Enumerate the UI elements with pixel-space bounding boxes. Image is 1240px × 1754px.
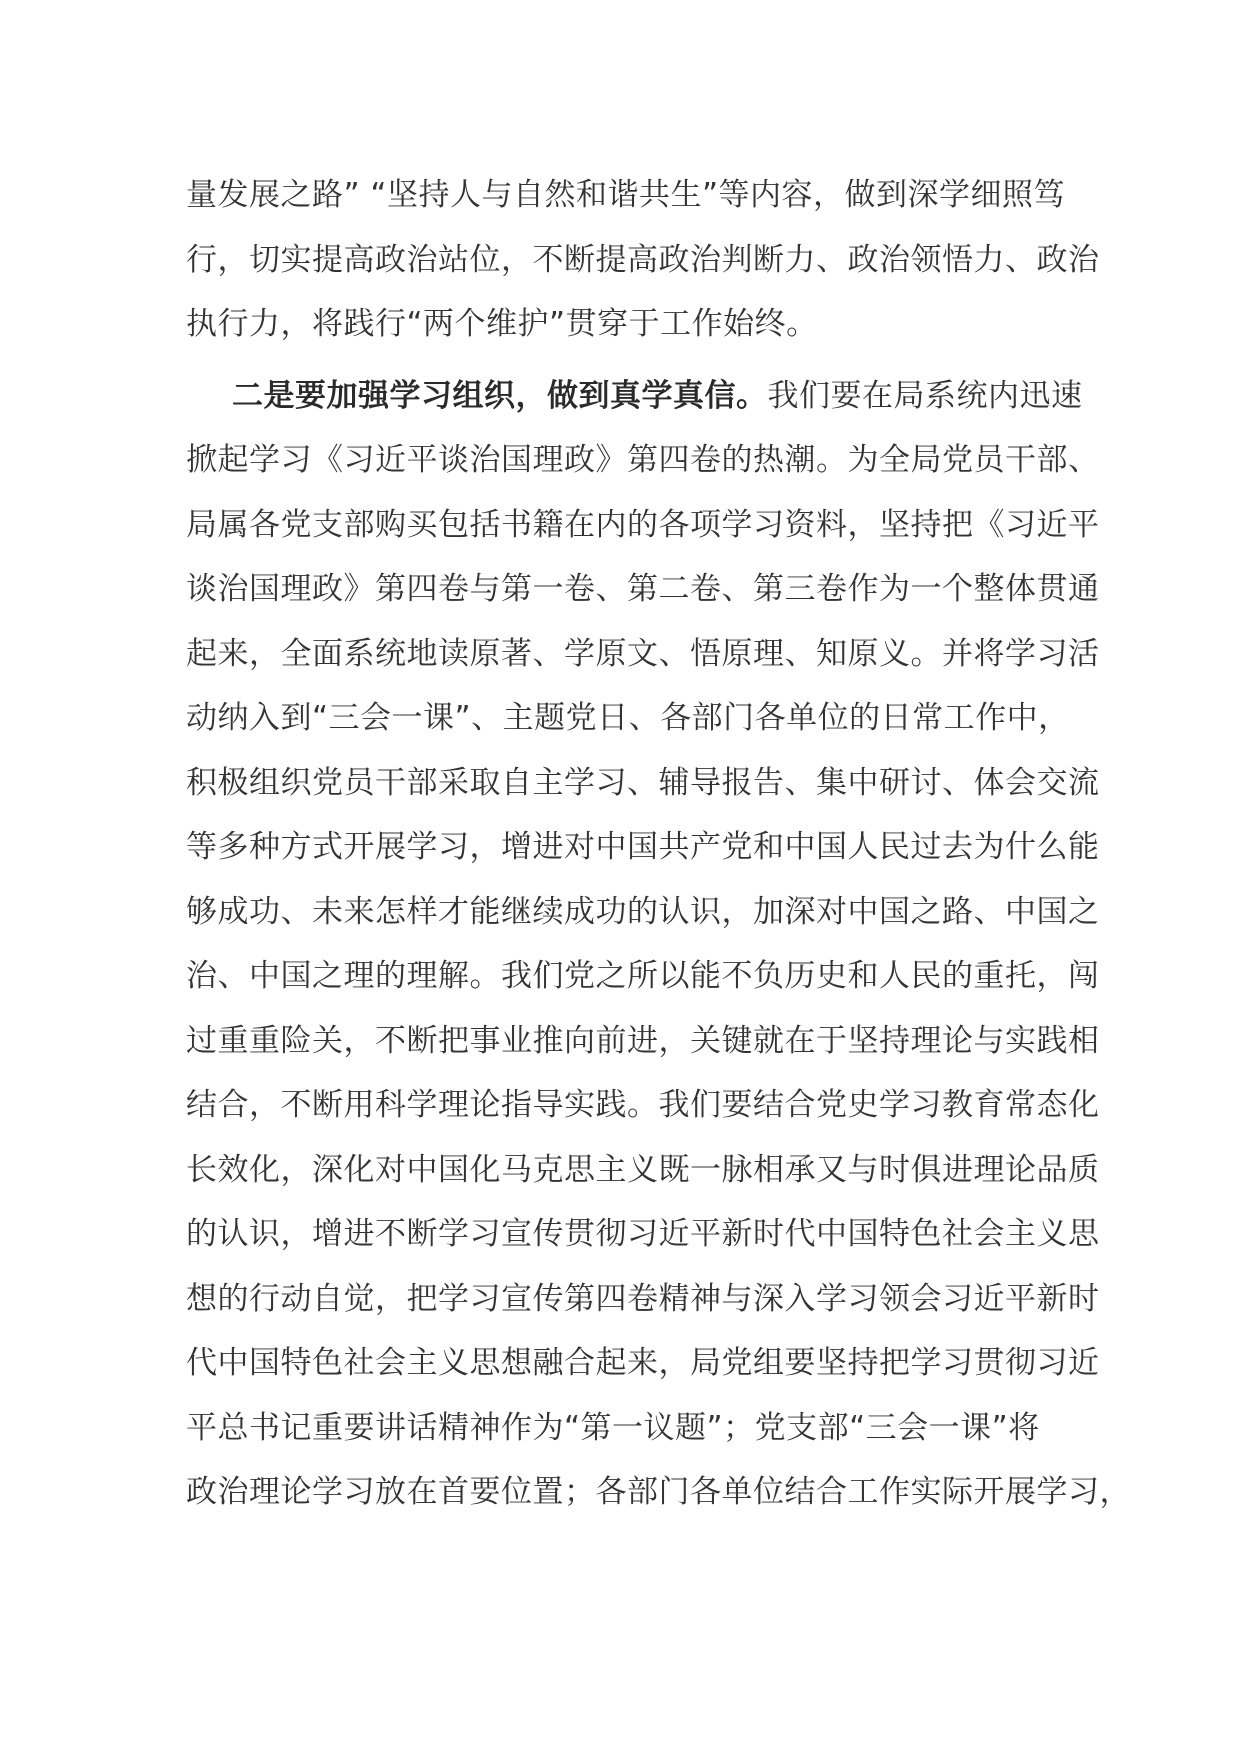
text-line: 平总书记重要讲话精神作为“第一议题”；党支部“三会一课”将 [186, 1409, 1040, 1446]
document-body [186, 163, 1131, 1525]
paragraph-lead-heading: 二是要加强学习组织，做到真学真信。 [232, 377, 768, 414]
text-line: 政治理论学习放在首要位置；各部门各单位结合工作实际开展学习， [186, 1474, 1131, 1510]
text-line: 行，切实提高政治站位，不断提高政治判断力、政治领悟力、政治 [186, 241, 1100, 278]
text-line: 代中国特色社会主义思想融合起来，局党组要坚持把学习贯彻习近 [186, 1345, 1100, 1381]
text-line: 治、中国之理的理解。我们党之所以能不负历史和人民的重托，闯 [186, 958, 1100, 994]
text-line [186, 364, 1086, 429]
text-line: 量发展之路” “坚持人与自然和谐共生”等内容，做到深学细照笃 [186, 177, 1066, 213]
text-line: 局属各党支部购买包括书籍在内的各项学习资料，坚持把《习近平 [186, 506, 1100, 543]
text-line: 起来，全面系统地读原著、学原文、悟原理、知原义。并将学习活 [186, 635, 1100, 672]
text-line: 够成功、未来怎样才能继续成功的认识，加深对中国之路、中国之 [186, 893, 1100, 930]
paragraph-spacing [186, 357, 1086, 364]
text-line: 掀起学习《习近平谈治国理政》第四卷的热潮。为全局党员干部、 [186, 442, 1100, 478]
text-line: 积极组织党员干部采取自主学习、辅导报告、集中研讨、体会交流 [186, 764, 1100, 801]
text-line: 结合，不断用科学理论指导实践。我们要结合党史学习教育常态化 [186, 1087, 1100, 1123]
paragraph-study-organization [186, 364, 1131, 1525]
text-line: 的认识，增进不断学习宣传贯彻习近平新时代中国特色社会主义思 [186, 1216, 1100, 1252]
paragraph-continuation [186, 163, 1100, 357]
text-line: 长效化，深化对中国化马克思主义既一脉相承又与时俱进理论品质 [186, 1151, 1100, 1188]
text-line: 等多种方式开展学习，增进对中国共产党和中国人民过去为什么能 [186, 829, 1100, 865]
paragraph-lead-rest: 我们要在局系统内迅速 [767, 377, 1083, 414]
text-line: 谈治国理政》第四卷与第一卷、第二卷、第三卷作为一个整体贯通 [186, 571, 1100, 607]
text-line: 动纳入到“三会一课”、主题党日、各部门各单位的日常工作中， [186, 700, 1070, 736]
text-line: 想的行动自觉，把学习宣传第四卷精神与深入学习领会习近平新时 [186, 1280, 1100, 1317]
text-line: 过重重险关，不断把事业推向前进，关键就在于坚持理论与实践相 [186, 1022, 1100, 1059]
text-line: 执行力，将践行“两个维护”贯穿于工作始终。 [186, 306, 818, 342]
